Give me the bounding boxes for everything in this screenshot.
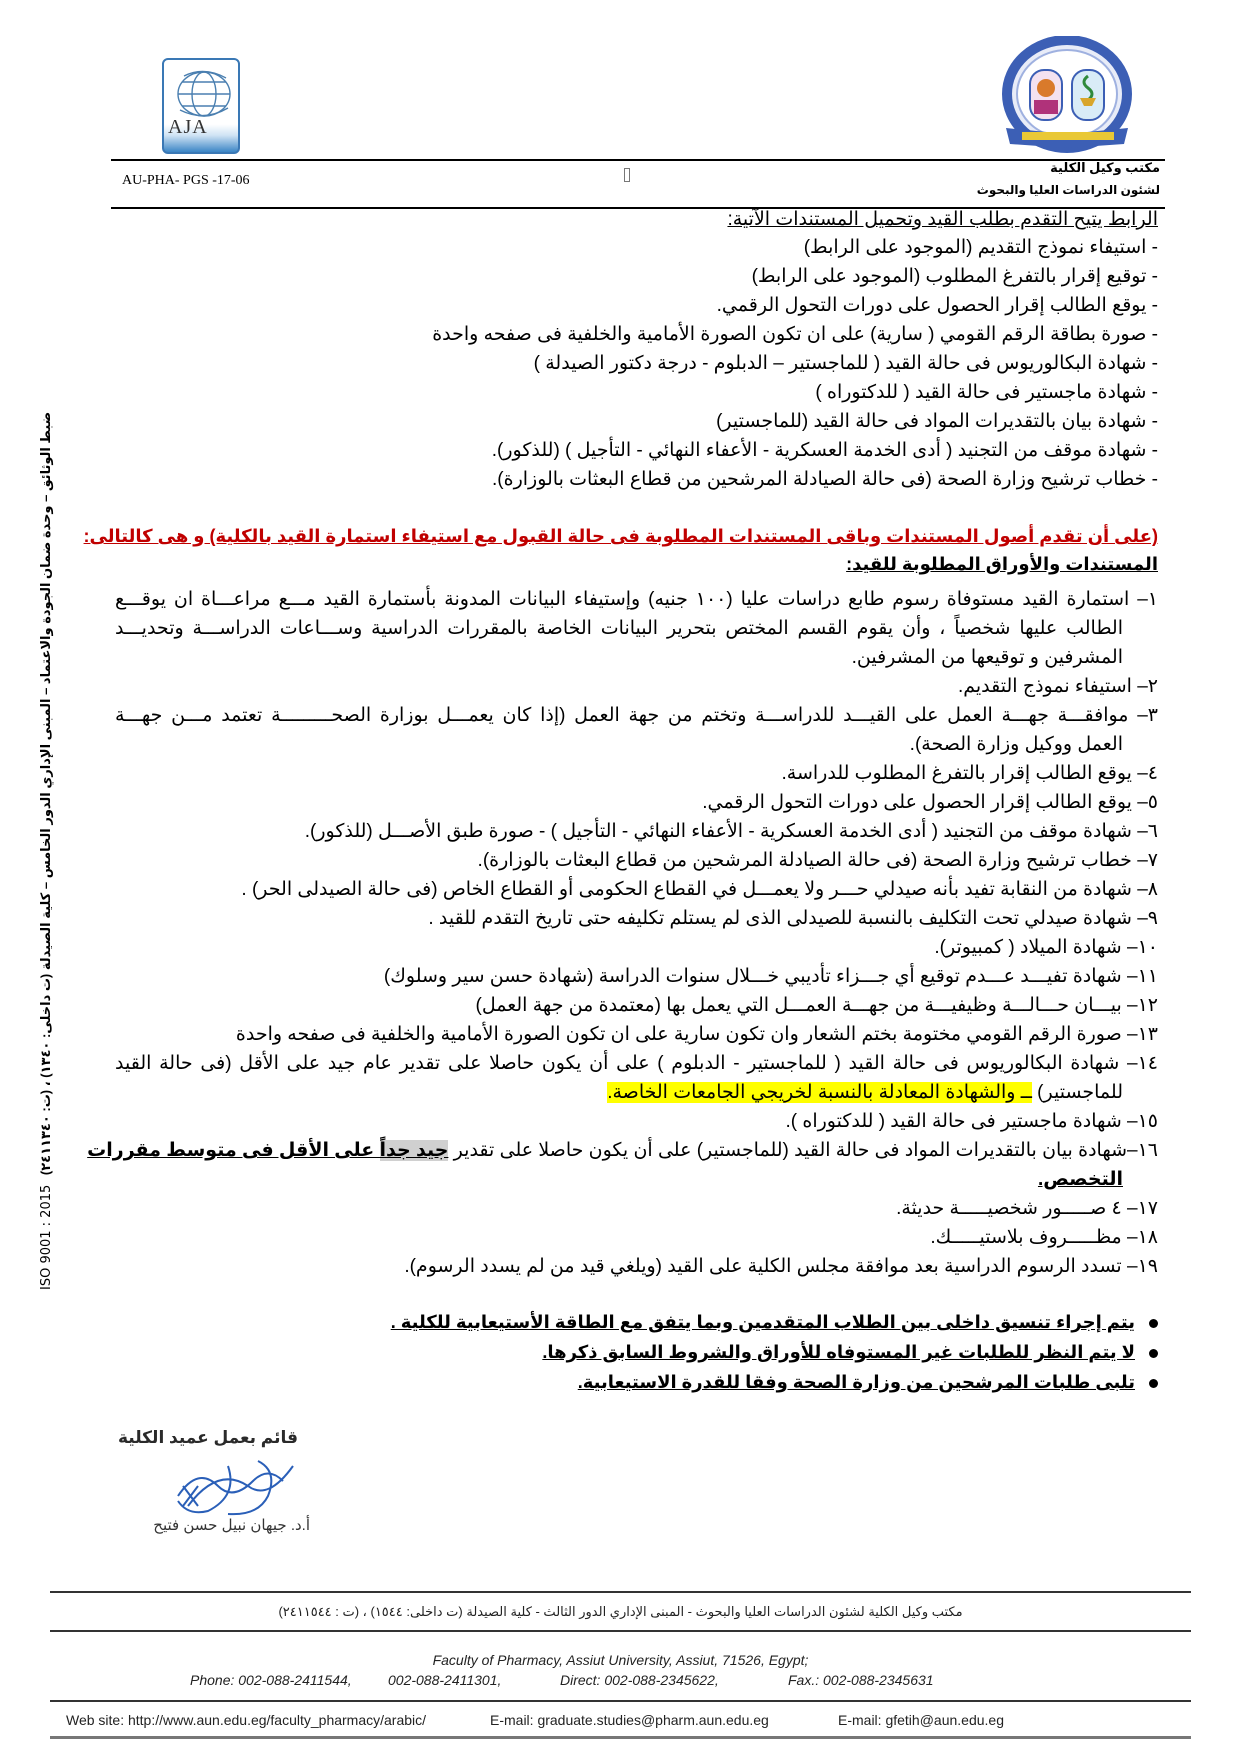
side-vertical-text (38, 412, 54, 1290)
online-item: - استيفاء نموذج التقديم (الموجود على الرابط) (803, 237, 1158, 258)
required-item-14: ١٤– شهادة البكالوريوس فى حالة القيد ( للماجستير - الدبلوم ) على أن يكون حاصلا على تقدير عام جيد على الأقل (فى حالة القيد (115, 1053, 1158, 1074)
item-14-prefix: للماجستير) (1031, 1082, 1123, 1103)
required-item-13: ١٣– صورة الرقم القومي مختومة بختم الشعار وان تكون سارية على ان تكون الصورة الأمامية والخلفية فى صفحه واحدة (235, 1024, 1158, 1045)
required-item-12: ١٢– بيـــان حـــالـــة وظيفيـــة من جهـــة العمـــل التي يعمل بها (معتمدة من جهة العمل) (475, 995, 1158, 1016)
required-item-8: ٨– شهادة من النقابة تفيد بأنه صيدلي حـــر ولا يعمـــل في القطاع الحكومى أو القطاع الخاص (فى حالة الصيدلى الحر) . (241, 879, 1158, 900)
document-code: AU-PHA- PGS -17-06 (122, 173, 250, 188)
online-item: - صورة بطاقة الرقم القومي ( سارية) على ان تكون الصورة الأمامية والخلفية فى صفحه واحدة (432, 324, 1158, 345)
bullet-icon (1149, 1379, 1158, 1388)
required-docs-title: المستندات والأوراق المطلوبة للقيد: (846, 554, 1158, 574)
office-subtitle: لشئون الدراسات العليا والبحوث (976, 183, 1160, 197)
footer-divider (50, 1630, 1191, 1632)
bullet-note: لا يتم النظر للطلبات غير المستوفاه للأوراق والشروط السابق ذكرها. (542, 1342, 1158, 1363)
iso-certification: ISO 9001 : 2015 (39, 1184, 54, 1290)
aja-logo-text: AJA (168, 116, 208, 138)
online-item: - شهادة بيان بالتقديرات المواد فى حالة القيد (للماجستير) (716, 411, 1158, 432)
footer-arabic-address: مكتب وكيل الكلية لشئون الدراسات العليا والبحوث - المبنى الإداري الدور الثالث - كلية الصيدلة (ت داخلى: ١٥٤٤) ، (ت : ٢٤١١٥٤٤) (278, 1604, 963, 1619)
online-item: - شهادة البكالوريوس فى حالة القيد ( للماجستير – الدبلوم - درجة دكتور الصيدلة ) (533, 353, 1158, 374)
highlighted-private-university-note: ــ والشهادة المعادلة بالنسبة لخريجي الجامعات الخاصة. (607, 1082, 1032, 1103)
email-graduate-studies[interactable]: E-mail: graduate.studies@pharm.aun.edu.eg (490, 1712, 769, 1728)
required-item-10: ١٠– شهادة الميلاد ( كمبيوتر). (934, 937, 1158, 958)
footer-address: Faculty of Pharmacy, Assiut University, Assiut, 71526, Egypt; (432, 1652, 809, 1668)
required-item-3-cont: العمل ووكيل وزارة الصحة). (909, 734, 1123, 755)
required-item-9: ٩– شهادة صيدلي تحت التكليف بالنسبة للصيدلى الذى لم يستلم تكليفه حتى تاريخ التقدم للقيد . (428, 908, 1158, 929)
bullet-icon (1149, 1319, 1158, 1328)
required-item-16-cont: التخصص. (1037, 1169, 1123, 1190)
signature-title: قائم بعمل عميد الكلية (117, 1428, 298, 1447)
footer-divider (50, 1591, 1191, 1593)
online-item: - خطاب ترشيح وزارة الصحة (فى حالة الصيادلة المرشحين من قطاع البعثات بالوزارة). (492, 469, 1158, 490)
placeholder-glyph-icon (624, 168, 630, 182)
required-item-15: ١٥– شهادة ماجستير فى حالة القيد ( للدكتوراه ). (785, 1111, 1158, 1132)
footer-divider (50, 1700, 1191, 1702)
phone-1: Phone: 002-088-2411544, (190, 1672, 352, 1688)
required-item-14-cont (607, 1079, 1123, 1107)
required-item-6: ٦– شهادة موقف من التجنيد ( أدى الخدمة العسكرية - الأعفاء النهائي - التأجيل ) - صورة طبق الأصـــل (للذكور). (304, 821, 1158, 842)
office-title: مكتب وكيل الكلية (1050, 160, 1160, 175)
faculty-logo (1000, 36, 1135, 161)
item-16-text: ١٦–شهادة بيان بالتقديرات المواد فى حالة القيد (للماجستير) على أن يكون حاصلا على تقدير (448, 1140, 1158, 1161)
required-item-1-cont: المشرفين و توقيعها من المشرفين. (851, 647, 1123, 668)
required-item-7: ٧– خطاب ترشيح وزارة الصحة (فى حالة الصيادلة المرشحين من قطاع البعثات بالوزارة). (477, 850, 1158, 871)
fax: Fax.: 002-088-2345631 (788, 1672, 934, 1688)
required-item-17: ١٧– ٤ صـــــور شخصيـــــة حديثة. (896, 1198, 1158, 1219)
globe-icon (170, 66, 234, 118)
dean-signature (117, 1420, 310, 1550)
aja-logo (162, 58, 240, 154)
online-section-title: الرابط يتيح التقدم بطلب القيد وتحميل المستندات الآتية: (727, 209, 1158, 230)
item-16-condition: على الأقل فى متوسط مقررات (87, 1140, 380, 1161)
required-item-1: ١– استمارة القيد مستوفاة رسوم طابع دراسات عليا (١٠٠ جنيه) وإستيفاء البيانات المدونة بأستمارة القيد مـــع مراعـــاة ان يوقـــع (115, 589, 1158, 610)
bullet-note: تلبى طلبات المرشحين من وزارة الصحة وفقا للقدرة الاستيعابية. (578, 1372, 1158, 1393)
online-item: - شهادة ماجستير فى حالة القيد ( للدكتوراه ) (815, 382, 1158, 403)
required-item-19: ١٩– تسدد الرسوم الدراسية بعد موافقة مجلس الكلية على القيد (ويلغي قيد من لم يسدد الرسوم). (404, 1256, 1158, 1277)
handwritten-signature-icon (168, 1446, 308, 1526)
website-link[interactable]: Web site: http://www.aun.edu.eg/faculty_pharmacy/arabic/ (66, 1712, 427, 1728)
direct-phone: Direct: 002-088-2345622, (560, 1672, 719, 1688)
required-item-18: ١٨– مظـــــروف بلاستيـــــك. (930, 1227, 1158, 1248)
email-vice-dean[interactable]: E-mail: gfetih@aun.edu.eg (838, 1712, 1004, 1728)
required-item-16 (87, 1137, 1158, 1165)
admission-notice: (على أن تقدم أصول المستندات وباقى المستندات المطلوبة فى حالة القبول مع استيفاء استمارة القيد بالكلية) و هى كالتالى: (83, 526, 1158, 546)
required-item-4: ٤– يوقع الطالب إقرار بالتفرغ المطلوب للدراسة. (781, 763, 1158, 784)
header-divider-top (111, 159, 1165, 161)
online-item: - توقيع إقرار بالتفرغ المطلوب (الموجود على الرابط) (751, 266, 1158, 287)
required-item-2: ٢– استيفاء نموذج التقديم. (957, 676, 1158, 697)
signatory-name: أ.د. جيهان نبيل حسن فتيح (153, 1517, 310, 1534)
online-item: - يوقع الطالب إقرار الحصول على دورات التحول الرقمي. (716, 295, 1158, 316)
required-item-3: ٣– موافقـــة جهـــة العمل على القيـــد للدراســـة وتختم من جهة العمل (إذا كان يعمـــل بوزارة الصحـــــــــة تعتمد مـــن جهـــة (115, 705, 1158, 726)
phone-2: 002-088-2411301, (388, 1672, 502, 1688)
required-item-1-cont: الطالب عليها شخصياً ، وأن يقوم القسم المختص بتحرير البيانات الخاصة بالمقررات الدراسية وســـاعات الدراســـة وتحديـــد (115, 618, 1123, 639)
required-item-11: ١١– شهادة تفيـــد عـــدم توقيع أي جـــزاء تأديبي خـــلال سنوات الدراسة (شهادة حسن سير وسلوك) (383, 966, 1158, 987)
online-item: - شهادة موقف من التجنيد ( أدى الخدمة العسكرية - الأعفاء النهائي - التأجيل ) (للذكور). (491, 440, 1158, 461)
footer-divider-bottom (50, 1736, 1191, 1739)
required-item-5: ٥– يوقع الطالب إقرار الحصول على دورات التحول الرقمي. (702, 792, 1158, 813)
bullet-note: يتم إجراء تنسيق داخلى بين الطلاب المتقدمين وبما يتفق مع الطاقة الأستيعابية للكلية . (391, 1312, 1158, 1333)
bullet-icon (1149, 1349, 1158, 1358)
side-arabic-text: ضبط الوثائق – وحدة ضمان الجودة والاعتماد – المبنى الإداري الدور الخامس – كلية الصيدلة (ت داخلى: ١٣٤٠) ، (ت: ٢٤١١٣٤٠) (38, 411, 53, 1176)
item-16-grade: جيد جداً (379, 1140, 449, 1161)
